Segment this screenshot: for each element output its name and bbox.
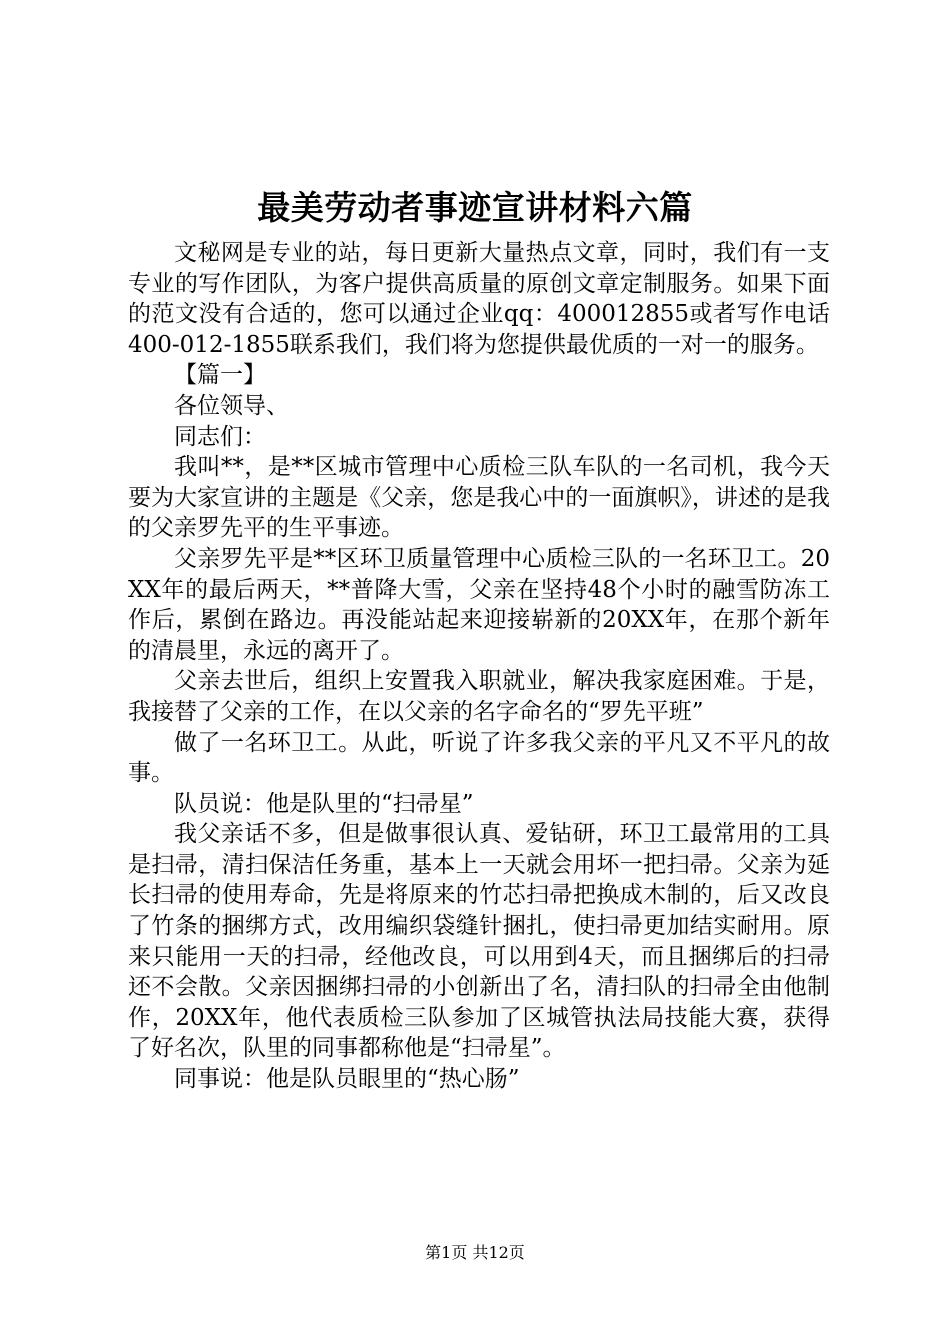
subheading: 队员说：他是队里的“扫帚星” (174, 790, 474, 817)
salutation-comrades: 同志们： (174, 423, 266, 450)
body-paragraph: 我父亲话不多，但是做事很认真、爱钻研，环卫工最常用的工具是扫帚，清扫保洁任务重，基本上一天就会用坏一把扫帚。父亲为延长扫帚的使用寿命，先是将原来的竹芯扫帚把换成木制的，后又改良了竹条的捆绑方式，改用编织袋缝针捆扎，使扫帚更加结实耐用。原来只能用一天的扫帚，经他改良，可以用到4天，而且捆绑后的扫帚还不会散。父亲因捆绑扫帚的小创新出了名，清扫队的扫帚全由他制作，20XX年，他代表质检三队参加了区城管执法局技能大赛，获得了好名次，队里的同事都称他是“扫帚星”。 (128, 821, 830, 1062)
salutation-leaders: 各位领导、 (174, 392, 289, 419)
body-paragraph: 父亲去世后，组织上安置我入职就业，解决我家庭困难。于是，我接替了父亲的工作，在以父亲的名字命名的“罗先平班” (128, 668, 830, 725)
body-paragraph: 做了一名环卫工。从此，听说了许多我父亲的平凡又不平凡的故事。 (128, 729, 830, 787)
page-footer: 第1页 共12页 (425, 1243, 525, 1262)
section-heading: 【篇一】 (174, 362, 266, 389)
body-paragraph: 我叫**，是**区城市管理中心质检三队车队的一名司机，我今天要为大家宣讲的主题是《父亲，您是我心中的一面旗帜》，讲述的是我的父亲罗先平的生平事迹。 (128, 454, 830, 542)
document-title: 最美劳动者事迹宣讲材料六篇 (257, 188, 693, 227)
subheading: 同事说：他是队员眼里的“热心肠” (174, 1066, 520, 1093)
intro-paragraph: 文秘网是专业的站，每日更新大量热点文章，同时，我们有一支专业的写作团队，为客户提供高质量的原创文章定制服务。如果下面的范文没有合适的，您可以通过企业qq：400012855或者写作电话400-012-1855联系我们，我们将为您提供最优质的一对一的服务。 (128, 240, 830, 358)
document-body (128, 238, 830, 1095)
body-paragraph: 父亲罗先平是**区环卫质量管理中心质检三队的一名环卫工。20XX年的最后两天，**普降大雪，父亲在坚持48个小时的融雪防冻工作后，累倒在路边。再没能站起来迎接崭新的20XX年，在那个新年的清晨里，永远的离开了。 (128, 545, 830, 664)
